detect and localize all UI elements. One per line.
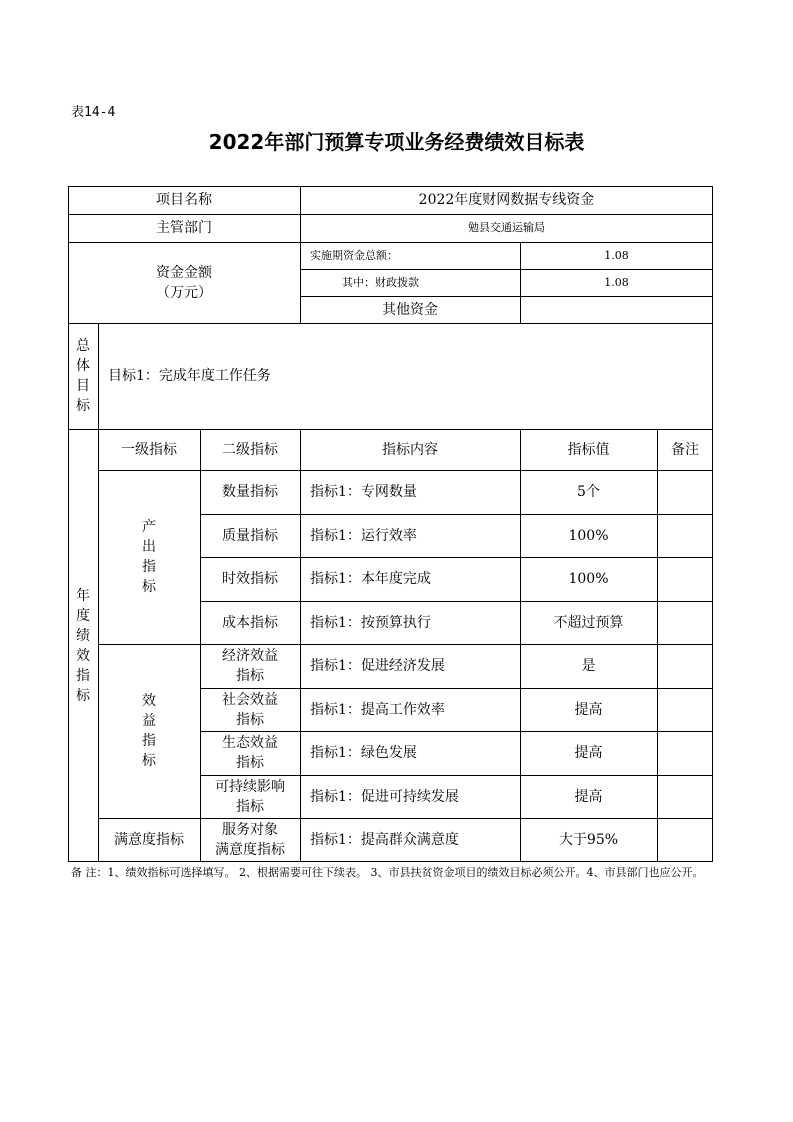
row-remark <box>657 731 713 775</box>
project-name-label: 项目名称 <box>156 192 212 208</box>
department-value: 勉县交通运输局 <box>468 221 545 234</box>
fiscal-funds-value: 1.08 <box>604 275 629 289</box>
row-remark <box>657 514 713 557</box>
row-content: 指标1：运行效率 <box>310 527 417 544</box>
annual-indicators-label: 年 度 绩 效 指 标 <box>76 587 90 704</box>
row-value: 是 <box>581 658 596 674</box>
row-value: 提高 <box>574 788 603 805</box>
row-content: 指标1：提高群众满意度 <box>310 831 459 848</box>
row-value: 提高 <box>574 701 603 718</box>
project-name-value: 2022年度财网数据专线资金 <box>418 192 595 208</box>
table-number: 表14-4 <box>71 105 116 120</box>
row-content: 指标1：提高工作效率 <box>310 701 445 718</box>
row-value: 大于95% <box>558 831 619 848</box>
row-value: 100% <box>568 527 609 544</box>
row-value: 不超过预算 <box>553 614 624 631</box>
row-level2: 生态效益 指标 <box>222 735 278 771</box>
total-funds-label: 实施期资金总额： <box>310 248 398 262</box>
row-content: 指标1：按预算执行 <box>310 614 431 631</box>
row-remark <box>657 644 713 688</box>
row-level2: 成本指标 <box>222 614 278 631</box>
row-level2: 服务对象 满意度指标 <box>215 821 285 858</box>
footnote: 备 注：1、绩效指标可选择填写。 2、根据需要可往下续表。 3、市县扶贫资金项目的绩效目标必须公开。4、市县部门也应公开。 <box>71 866 704 879</box>
performance-table <box>68 186 713 862</box>
row-content: 指标1：本年度完成 <box>310 571 431 587</box>
row-level2: 可持续影响 指标 <box>215 778 285 815</box>
header-level1: 一级指标 <box>121 441 177 458</box>
row-level2: 质量指标 <box>222 527 278 544</box>
other-funds-label: 其他资金 <box>382 301 438 318</box>
row-level2: 数量指标 <box>222 484 278 500</box>
header-content: 指标内容 <box>382 441 438 458</box>
row-value: 提高 <box>574 745 603 761</box>
row-remark <box>657 470 713 514</box>
output-indicators-label: 产 出 指 标 <box>142 519 156 595</box>
funds-label-line2: （万元） <box>156 284 212 301</box>
funds-label-line1: 资金金额 <box>156 264 212 281</box>
row-content: 指标1：促进经济发展 <box>310 658 445 674</box>
funds-label <box>68 242 300 323</box>
row-level2: 社会效益 指标 <box>222 691 278 728</box>
row-level2: 经济效益 指标 <box>222 648 278 684</box>
row-remark <box>657 688 713 731</box>
department-label: 主管部门 <box>156 220 212 236</box>
page-title: 2022年部门预算专项业务经费绩效目标表 <box>208 130 585 154</box>
row-level2: 时效指标 <box>222 571 278 587</box>
row-content: 指标1：促进可持续发展 <box>310 788 459 805</box>
benefit-indicators-label: 效 益 指 标 <box>142 693 156 769</box>
fiscal-funds-label: 其中：财政拨款 <box>342 275 419 289</box>
other-funds-value <box>520 296 713 323</box>
overall-goal-label: 总 体 目 标 <box>76 338 90 414</box>
row-remark <box>657 601 713 644</box>
row-remark <box>657 557 713 601</box>
total-funds-value: 1.08 <box>604 248 629 262</box>
header-value: 指标值 <box>567 441 610 458</box>
header-remark: 备注 <box>671 441 699 458</box>
row-remark <box>657 775 713 818</box>
row-content: 指标1：绿色发展 <box>310 745 417 761</box>
satisfaction-indicators-label: 满意度指标 <box>114 831 184 848</box>
row-content: 指标1：专网数量 <box>310 484 417 500</box>
row-remark <box>657 818 713 861</box>
overall-goal-text: 目标1：完成年度工作任务 <box>108 368 271 384</box>
header-level2: 二级指标 <box>222 441 278 458</box>
row-value: 5个 <box>577 484 600 500</box>
row-value: 100% <box>568 571 609 587</box>
